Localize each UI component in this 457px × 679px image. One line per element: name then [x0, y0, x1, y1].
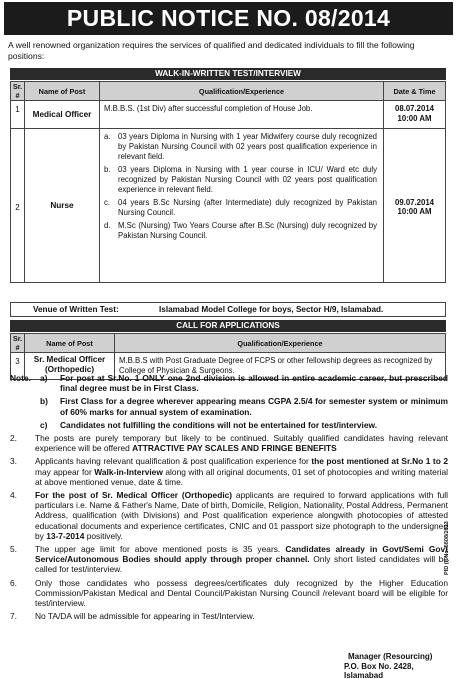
note-text: Only those candidates who possess degrees/certificates duly recognized by the Higher Education Commission/Pakistan Medical and Dental Council/Pakistan Nursing Council /relevant board will be eligible for test/interview. — [35, 577, 448, 609]
note-bold-2: 13-7-2014 — [46, 530, 85, 541]
note-text: No TA/DA will be admissible for appearing in Test/Interview. — [35, 611, 255, 622]
table-row — [11, 129, 446, 283]
applications-table-header — [11, 334, 446, 353]
row-qualification: M.B.B.S with Post Graduate Degree of FCPS or other fellowship degrees as recognized by College of Physician & Surgeons. — [115, 353, 446, 380]
list-item — [104, 165, 377, 195]
col-post: Name of Post — [25, 82, 100, 101]
notice-title: PUBLIC NOTICE NO. 08/2014 — [4, 2, 453, 35]
col-qualification: Qualification/Experience — [115, 334, 446, 353]
note-text: The upper age limit for above mentioned posts is 35 years. — [35, 544, 286, 555]
note-after-2: along with all original documents, 01 set of photocopies and writing material at above mentioned venue, date & time. — [35, 466, 448, 487]
note-item-6 — [10, 578, 448, 609]
section-walk-in-header: WALK-IN-WRITTEN TEST/INTERVIEW — [10, 68, 446, 80]
signature-title: Manager (Resourcing) — [348, 652, 433, 661]
item-text: 03 years Diploma in Nursing with 1 year Midwifery course duly recognized by Pakistan Nursing Council with 02 years post qualification experience in relevant field. — [118, 132, 377, 161]
note-after: applicants are required to forward applications with full particulars i.e. Name & Father's Name, Date of birth, Domicile, Religion, Nationality, Postal Address, Permanent Address, qualification (with Divisions) and Post qualification experience alongwith photocopies of attested educational documents and experience certificates, CNIC and 01 passport size photograph to the undersigned by — [35, 490, 448, 541]
note-body — [35, 544, 448, 575]
item-label: a. — [104, 132, 111, 141]
row-date — [384, 129, 446, 283]
note-number: 2. — [10, 433, 17, 444]
note-item-2 — [10, 433, 448, 453]
row-post: Sr. Medical Officer (Orthopedic) — [25, 353, 115, 380]
note-text: Candidates not fulfilling the conditions will not be entertained for test/interview. — [60, 419, 378, 430]
venue-label: Venue of Written Test: — [33, 305, 119, 314]
row-qualification: M.B.B.S. (1st Div) after successful completion of House Job. — [100, 101, 384, 129]
item-label: d. — [104, 221, 111, 230]
note-body — [35, 490, 448, 541]
note-after: may appear for — [35, 466, 95, 477]
item-label: b. — [104, 165, 111, 174]
table-row — [11, 101, 446, 129]
row-date — [384, 101, 446, 129]
pid-number: PID (I) No. 5608/2013 — [444, 521, 450, 575]
item-text: M.Sc (Nursing) Two Years Course after B.Sc (Nursing) duly recognized by Pakistan Nursing Council. — [118, 221, 377, 240]
date-text: 09.07.2014 — [394, 197, 435, 207]
note-after: Only short listed candidates will be called for test/interview. — [35, 554, 448, 575]
walk-in-table-header — [11, 82, 446, 101]
note-number: 6. — [10, 577, 17, 588]
note-bold: For the post of Sr. Medical Officer (Orthopedic) — [35, 490, 233, 501]
intro-text: A well renowned organization requires the services of qualified and dedicated individuals to fill the following positions: — [8, 40, 415, 61]
col-qualification: Qualification/Experience — [100, 82, 384, 101]
note-item-5 — [10, 544, 448, 575]
list-item — [104, 221, 377, 241]
note-body — [35, 433, 448, 453]
col-date: Date & Time — [384, 82, 446, 101]
note-sub-key: c) — [40, 419, 48, 430]
item-label: c. — [104, 198, 111, 207]
note-number: 4. — [10, 490, 17, 501]
note-body — [35, 456, 448, 487]
note-item-b — [10, 396, 448, 416]
note-item-c — [10, 420, 448, 430]
note-number: 3. — [10, 456, 17, 467]
signature-block — [344, 652, 449, 679]
row-qualification-list — [100, 129, 384, 283]
time-text: 10:00 AM — [397, 113, 432, 123]
row-post: Nurse — [25, 129, 100, 283]
signature-address: P.O. Box No. 2428, Islamabad — [344, 661, 414, 679]
venue-value: Islamabad Model College for boys, Sector H/9, Islamabad. — [159, 305, 384, 314]
list-item — [104, 132, 377, 162]
row-sr: 2 — [11, 129, 25, 283]
note-number: 7. — [10, 611, 17, 622]
date-text: 08.07.2014 — [394, 104, 435, 113]
note-bold-2: Walk-in-Interview — [94, 466, 163, 477]
note-bold: ATTRACTIVE PAY SCALES AND FRINGE BENEFITS — [132, 443, 337, 454]
note-item-a — [10, 373, 448, 393]
note-bold: Candidates already in Govt/Semi Govt Service/Autonomous Bodies should apply through proper channel. — [35, 544, 448, 565]
col-post: Name of Post — [25, 334, 115, 353]
col-sr: Sr. # — [11, 334, 25, 353]
note-item-4 — [10, 490, 448, 541]
note-label: Note. — [10, 373, 31, 383]
note-sub-key: b) — [40, 396, 48, 407]
note-after-2: positively. — [84, 530, 123, 541]
note-bold: the post mentioned at Sr.No 1 to 2 — [311, 456, 448, 467]
walk-in-table — [10, 81, 446, 283]
note-number: 5. — [10, 544, 17, 555]
row-post: Medical Officer — [25, 101, 100, 129]
note-item-3 — [10, 456, 448, 487]
venue-row — [10, 302, 446, 317]
note-text: The posts are purely temporary but likely to be continued. Suitably qualified candidates having relevant experience will be offered — [35, 433, 448, 454]
item-text: 03 years Diploma in Nursing with 1 year course in ICU/ Ward etc duly recognized by Pakistan Nursing Council with 02 years post qualification experience in relevant field. — [118, 165, 377, 194]
item-text: 04 years B.Sc Nursing (after Intermediate) duly recognized by Pakistan Nursing Council. — [118, 198, 377, 217]
note-key — [10, 373, 60, 393]
col-sr: Sr. # — [11, 82, 25, 101]
note-sub-key: a) — [40, 373, 48, 383]
time-text: 10:00 AM — [397, 207, 432, 216]
row-sr: 1 — [11, 101, 25, 129]
note-text: First Class for a degree wherever appearing means CGPA 2.5/4 for semester system or minimum of 60% marks for annual system of examination. — [60, 396, 448, 417]
row-sr: 3 — [11, 353, 25, 380]
section-applications-header: CALL FOR APPLICATIONS — [10, 320, 446, 332]
note-item-7 — [10, 611, 448, 621]
list-item — [104, 198, 377, 218]
note-text: Applicants having relevant qualification & post qualification experience for — [35, 456, 312, 467]
notes-section — [10, 373, 448, 621]
note-text: For post at Sr.No. 1 ONLY one 2nd division is allowed in entire academic career, but prescribed final degree must be in First Class. — [60, 373, 448, 394]
